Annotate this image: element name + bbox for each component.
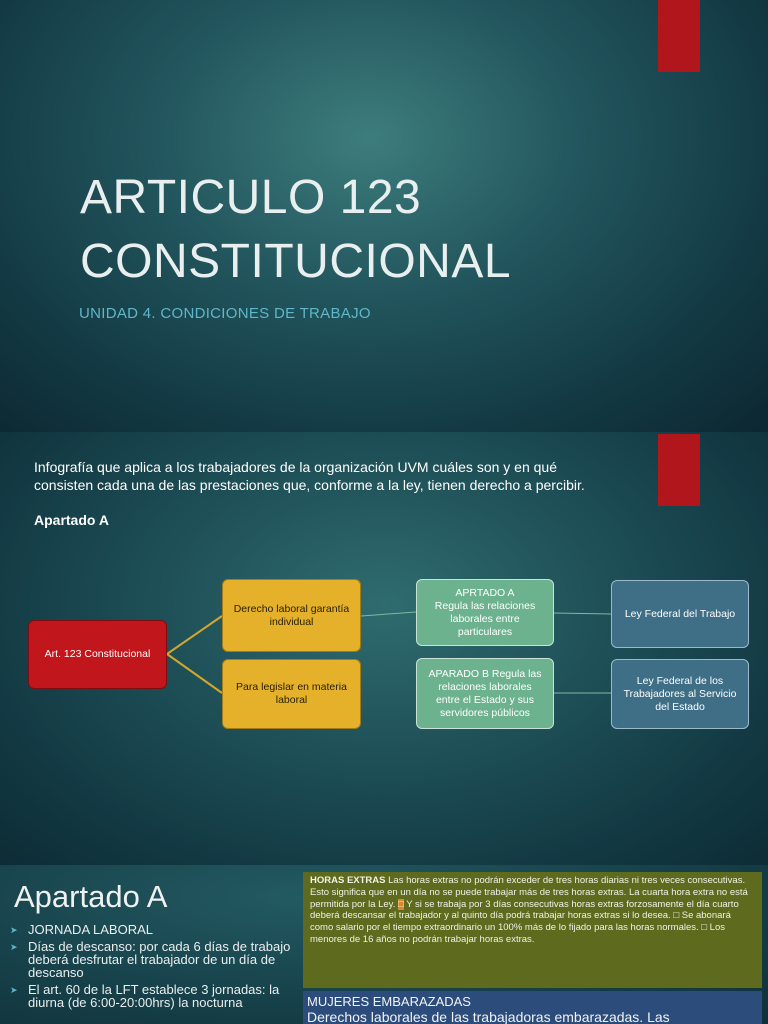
bullet-list	[8, 923, 298, 1013]
connector-root-bottom	[167, 654, 222, 693]
connector-a-ley-a	[554, 613, 611, 614]
placeholder-glyph-icon: □	[701, 922, 708, 934]
bullet-arrow-icon: ➤	[10, 942, 18, 952]
connector-top-apartado-a	[361, 612, 416, 616]
apartado-a-title: Apartado A	[14, 879, 168, 914]
horas-extras-text-1: Las horas extras no podrán exceder de tres horas diarias ni tres veces consecutivas. Esto significa que en un día no se puede trabajar más de tres horas extras. La cuarta hora extra no está permitida por la Ley.	[310, 875, 748, 910]
horas-extras-box	[303, 872, 762, 988]
horas-extras-text-4: Los menores de 16 años no podrán trabajar horas extras.	[310, 922, 726, 945]
ley-b-box: Ley Federal de los Trabajadores al Servicio del Estado	[611, 659, 749, 729]
list-item: ➤ JORNADA LABORAL	[10, 922, 153, 937]
list-item: ➤ El art. 60 de la LFT establece 3 jornadas: la diurna (de 6:00-20:00hrs) la nocturna	[10, 982, 280, 1010]
horas-extras-text-2: Y si se trabaja por 3 días consecutivas horas extras forzosamente el día cuarto deberá descansar el trabajador y al quinto día podrá trabajar horas extras si lo desea.	[310, 898, 739, 922]
bullet-arrow-icon: ➤	[10, 985, 18, 995]
title-line-2: CONSTITUCIONAL	[80, 235, 512, 288]
connector-root-top	[167, 616, 222, 654]
ley-a-box: Ley Federal del Trabajo	[611, 580, 749, 648]
mujeres-heading: MUJERES EMBARAZADAS	[307, 994, 471, 1009]
title-line-1: ARTICULO 123	[80, 171, 422, 224]
horas-extras-text-3: Se abonará como salario por el tiempo extraordinario un 100% más de lo fijado para las horas normales.	[310, 910, 731, 934]
placeholder-glyph-icon: □	[673, 910, 680, 922]
apartado-a-box: APRTADO A Regula las relaciones laborales entre particulares	[416, 579, 554, 646]
apartado-b-box: APARADO B Regula las relaciones laborales entre el Estado y sus servidores públicos	[416, 658, 554, 729]
apartado-label: Apartado A	[34, 512, 109, 528]
branch-bottom-box: Para legislar en materia laboral	[222, 659, 361, 729]
root-box: Art. 123 Constitucional	[28, 620, 167, 689]
branch-top-box: Derecho laboral garantía individual	[222, 579, 361, 652]
horas-extras-heading: HORAS EXTRAS	[310, 875, 386, 886]
slide-subtitle: UNIDAD 4. CONDICIONES DE TRABAJO	[79, 305, 371, 322]
bullet-arrow-icon: ➤	[10, 925, 18, 935]
mujeres-embarazadas-box	[303, 991, 762, 1024]
apartado-a-slide	[0, 865, 768, 1024]
placeholder-glyph-icon: □	[398, 898, 404, 910]
mujeres-text: Derechos laborales de las trabajadoras embarazadas. Las	[307, 1009, 670, 1024]
list-item: ➤ Días de descanso: por cada 6 días de trabajo deberá desfrutar el trabajador de un día de descanso	[10, 939, 291, 980]
intro-line-2: consisten cada una de las prestaciones que, conforme a la ley, tienen derecho a percibir.	[34, 477, 585, 493]
intro-line-1: Infografía que aplica a los trabajadores de la organización UVM cuáles son y en qué	[34, 459, 557, 475]
